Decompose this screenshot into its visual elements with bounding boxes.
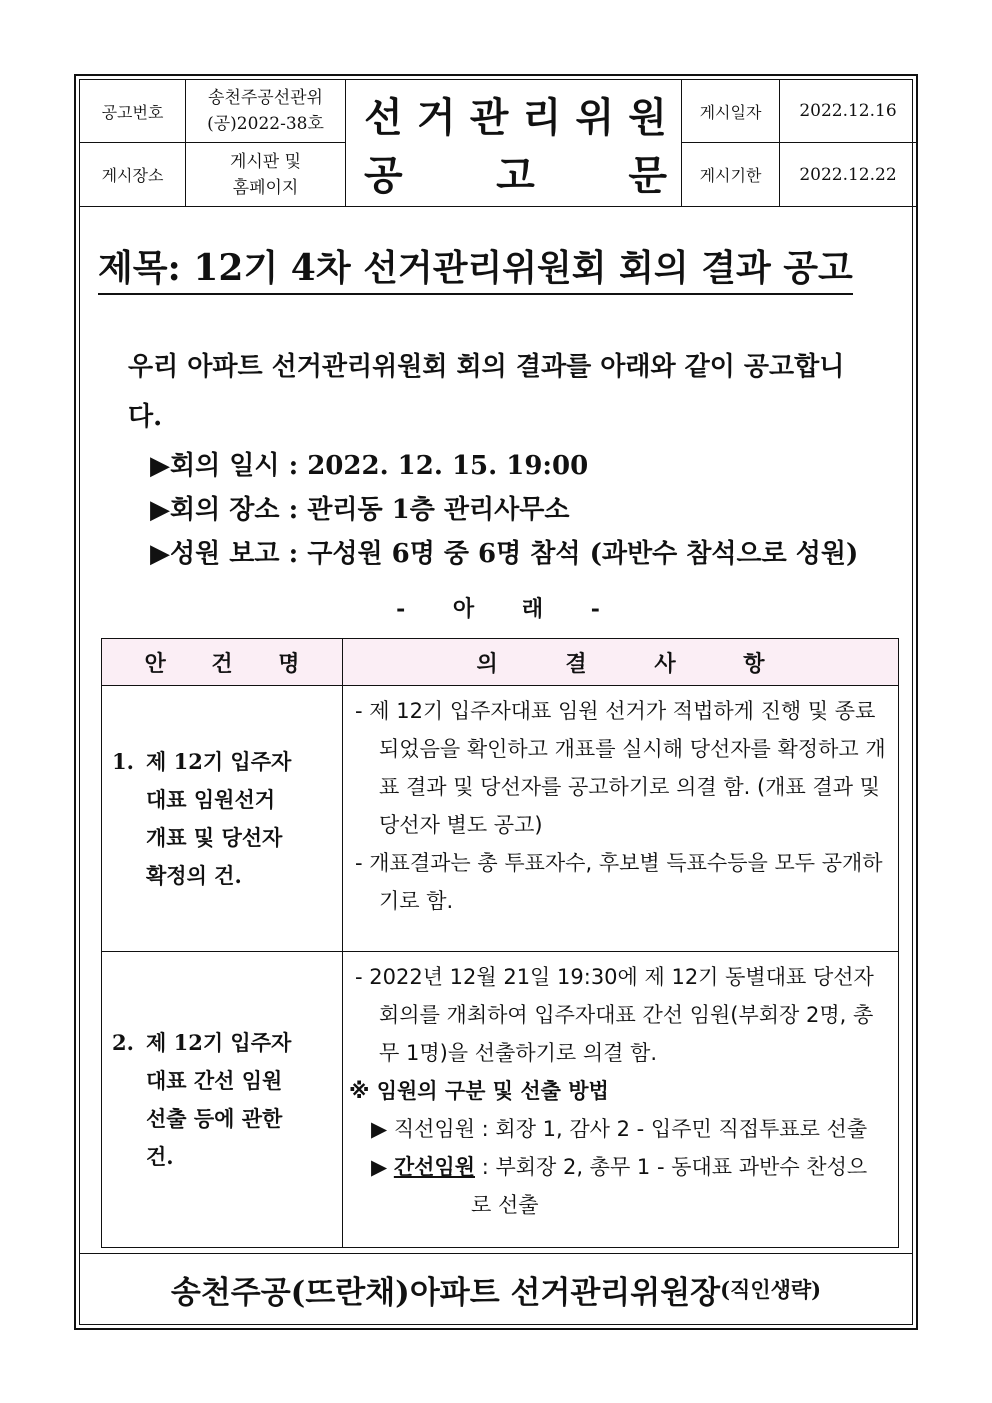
col-result-label: 의 결 사 항 bbox=[476, 650, 765, 677]
main-title bbox=[346, 80, 682, 206]
direct-officer-text: 직선임원 : 회장 1, 감사 2 - 입주민 직접투표로 선출 bbox=[393, 1117, 868, 1141]
place-line2: 홈페이지 bbox=[232, 177, 299, 198]
method-title: ※ 임원의 구분 및 선출 방법 bbox=[349, 1079, 609, 1103]
place-value bbox=[186, 142, 346, 206]
notice-no-line1: 송천주공선관위 bbox=[208, 88, 323, 108]
seal-omitted-note: (직인생략) bbox=[720, 1277, 822, 1302]
agenda-line: 대표 임원선거 bbox=[146, 786, 276, 812]
post-date-value: 2022.12.16 bbox=[799, 101, 897, 121]
notice-frame bbox=[74, 74, 918, 1330]
indirect-officer-line bbox=[349, 1148, 888, 1186]
intro-text: 우리 아파트 선거관리위원회 회의 결과를 아래와 같이 공고합니다. bbox=[128, 352, 845, 432]
deadline-label: 게시기한 bbox=[682, 142, 780, 206]
title-char: 공 bbox=[364, 152, 403, 199]
result-cell bbox=[343, 686, 899, 952]
header-grid bbox=[80, 80, 916, 207]
table-header-row bbox=[102, 639, 899, 686]
agenda-text: 제 12기 입주자 bbox=[146, 1029, 292, 1055]
meeting-datetime: ▶회의 일시 : 2022. 12. 15. 19:00 bbox=[150, 451, 589, 481]
footer-signature bbox=[80, 1253, 912, 1324]
post-date-label: 게시일자 bbox=[682, 80, 780, 142]
title-char: 관 bbox=[469, 94, 509, 141]
title-char: 문 bbox=[628, 152, 667, 199]
meeting-place: ▶회의 장소 : 관리동 1층 관리사무소 bbox=[150, 495, 570, 525]
agenda-line bbox=[112, 1024, 332, 1062]
place-line1: 게시판 및 bbox=[229, 151, 302, 172]
agenda-line bbox=[112, 743, 332, 781]
arrow-icon: ▶ bbox=[371, 1117, 388, 1141]
resolution-table bbox=[101, 638, 899, 1248]
title-row-2 bbox=[346, 144, 681, 201]
indirect-officer-label: 간선임원 bbox=[393, 1155, 475, 1179]
agenda-line: 확정의 건. bbox=[146, 862, 242, 888]
col-agenda-label: 안 건 명 bbox=[144, 650, 300, 677]
table-row bbox=[102, 686, 899, 952]
title-char: 원 bbox=[628, 94, 667, 141]
agenda-number: 1. bbox=[112, 748, 134, 774]
title-char: 위 bbox=[575, 94, 615, 141]
table-row bbox=[102, 952, 899, 1248]
direct-officer-line bbox=[349, 1110, 888, 1148]
agenda-line: 개표 및 당선자 bbox=[146, 824, 283, 850]
meeting-info bbox=[150, 444, 858, 576]
arrow-icon: ▶ bbox=[371, 1155, 388, 1179]
quorum-report: ▶성원 보고 : 구성원 6명 중 6명 참석 (과반수 참석으로 성원) bbox=[150, 539, 859, 569]
col-agenda-header bbox=[102, 639, 343, 686]
agenda-line: 대표 간선 임원 bbox=[146, 1067, 283, 1093]
notice-inner bbox=[79, 79, 913, 1325]
result-item: - 개표결과는 총 투표자수, 후보별 득표수등을 모두 공개하기로 함. bbox=[355, 851, 883, 913]
notice-no-value bbox=[186, 80, 346, 142]
notice-no-label: 공고번호 bbox=[80, 80, 186, 142]
arae-heading: - 아 래 - bbox=[396, 596, 600, 622]
agenda-number: 2. bbox=[112, 1029, 134, 1055]
place-label: 게시장소 bbox=[80, 142, 186, 206]
subject-title: 제목: 12기 4차 선거관리위원회 회의 결과 공고 bbox=[98, 240, 853, 295]
agenda-cell bbox=[102, 686, 343, 952]
title-char: 거 bbox=[416, 94, 456, 141]
title-char: 리 bbox=[522, 94, 562, 141]
agenda-text: 제 12기 입주자 bbox=[146, 748, 292, 774]
result-item: - 제 12기 입주자대표 임원 선거가 적법하게 진행 및 종료되었음을 확인하고 개표를 실시해 당선자를 확정하고 개표 결과 및 당선자를 공고하기로 의결 함. (개표 결과 및 당선자 별도 공고) bbox=[355, 699, 886, 837]
signature-text: 송천주공(뜨란채)아파트 선거관리위원장 bbox=[170, 1274, 721, 1311]
result-item: - 2022년 12월 21일 19:30에 제 12기 동별대표 당선자 회의를 개최하여 입주자대표 간선 임원(부회장 2명, 총무 1명)을 선출하기로 의결 함. bbox=[355, 965, 874, 1065]
title-row-1 bbox=[346, 86, 681, 143]
title-char: 선 bbox=[364, 94, 403, 141]
agenda-line: 선출 등에 관한 bbox=[146, 1105, 283, 1131]
title-char: 고 bbox=[496, 152, 535, 199]
deadline-value: 2022.12.22 bbox=[780, 142, 916, 206]
result-cell bbox=[343, 952, 899, 1248]
notice-no-line2: (공)2022-38호 bbox=[207, 114, 324, 134]
col-result-header bbox=[343, 639, 899, 686]
agenda-cell bbox=[102, 952, 343, 1248]
indirect-officer-text: : 부회장 2, 총무 1 - 동대표 과반수 찬성으 bbox=[481, 1155, 868, 1179]
indirect-officer-text-cont: 로 선출 bbox=[471, 1193, 539, 1217]
agenda-line: 건. bbox=[146, 1143, 174, 1169]
